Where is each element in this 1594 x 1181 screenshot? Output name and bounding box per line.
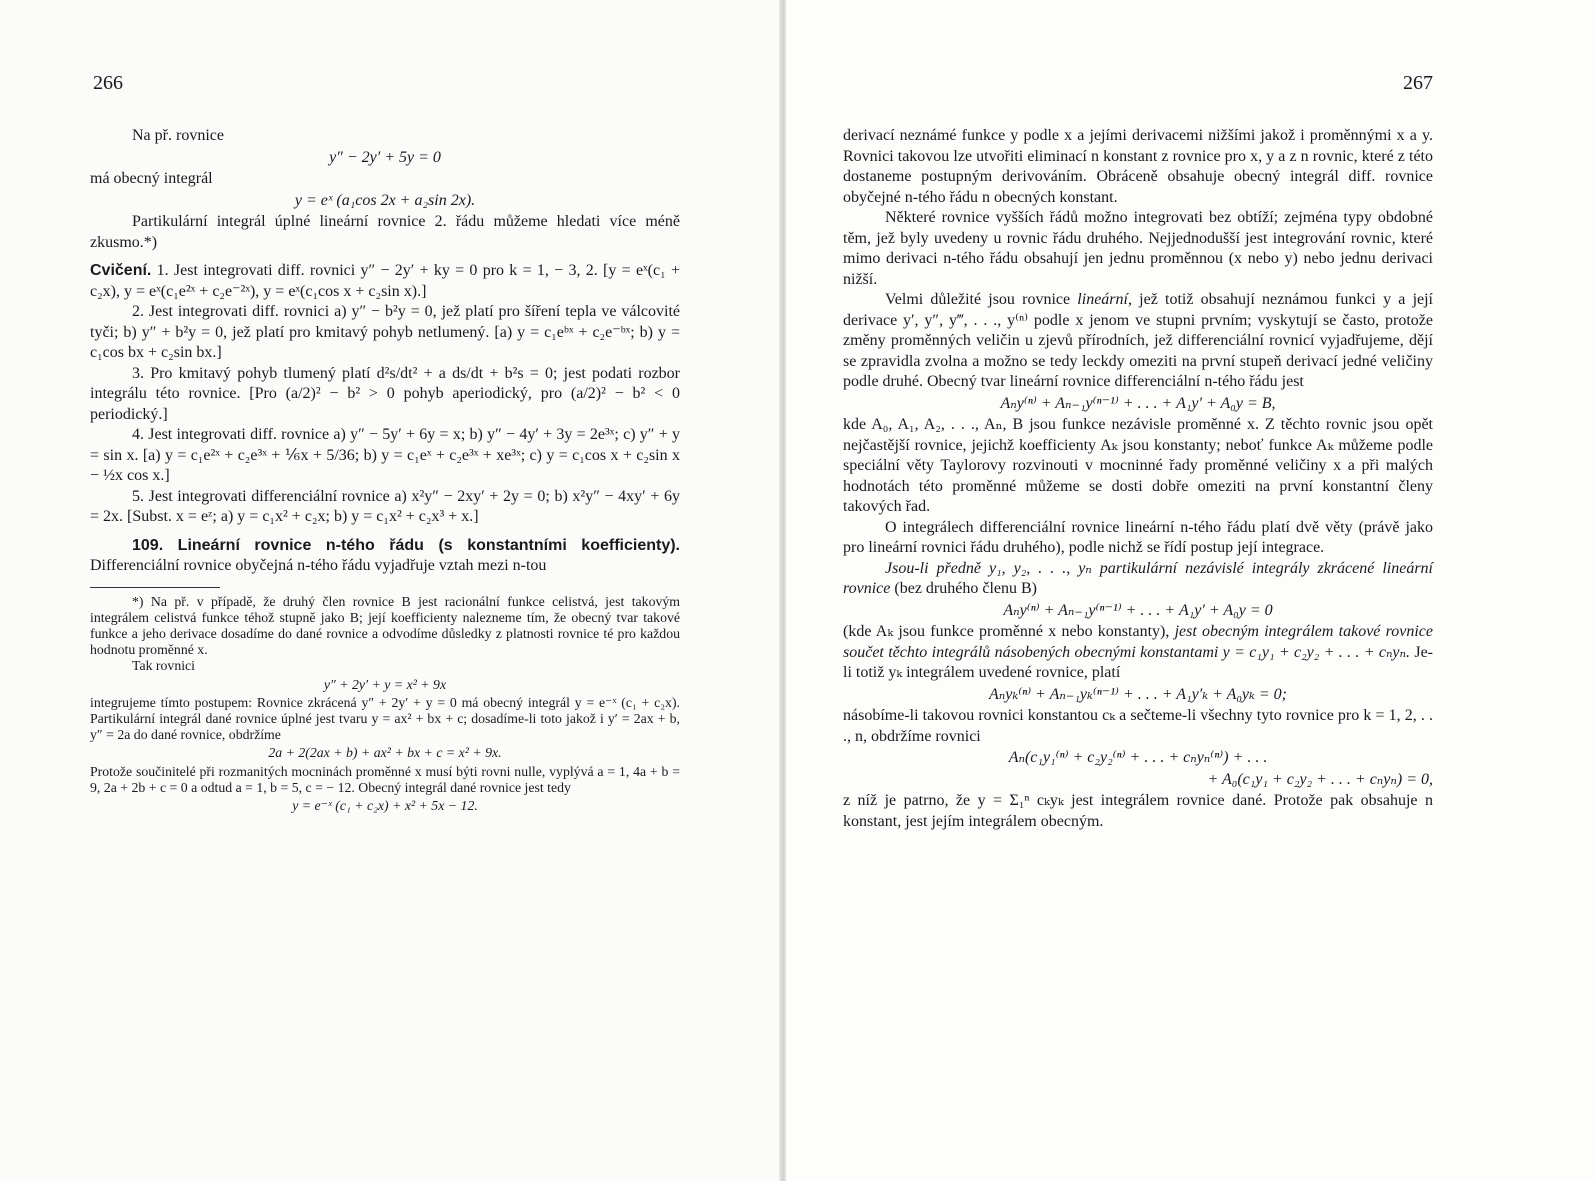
paragraph-4: kde A₀, A₁, A₂, . . ., Aₙ, B jsou funkce nezávisle proměnné x. Z těchto rovnic jsou opět nejčastější rovnice, jejichž koefficienty Aₖ jsou konstanty; neboť funkce Aₖ můžeme podle speciální věty Taylorovy rozvinouti v mocninné řady proměnné veličiny x a při malých hodnotách této proměnné můžeme se dosti dobře omeziti na první konstantní členy takových řad. (843, 416, 1433, 515)
paragraph-7-rest: Je-li totiž yₖ integrálem uvedené rovnice, platí (843, 643, 1433, 681)
footnote-text-4: Protože součinitelé při rozmanitých mocninách proměnné x musí býti rovni nulle, vyplývá a = 1, 4a + b = 9, 2a + 2b + c = 0 a odtud a = 1, b = 5, c = − 12. Obecný integrál dané rovnice jest tedy (90, 763, 680, 795)
paragraph-6-rest: (bez druhého členu B) (890, 580, 1037, 597)
footnote-text-1: *) Na př. v případě, že druhý člen rovnice B jest racionální funkce celistvá, jest takovým integrálem celistvá funkce téhož stupně jako B; její koefficienty nalezneme tím, že obecný tvar takové funkce a jeho derivace dosadíme do dané rovnice a odvodíme důsledky z platnosti rovnice té pro každou hodnotu proměnné x. (90, 593, 680, 658)
equation-1: y″ − 2y′ + 5y = 0 (329, 148, 441, 166)
paragraph-3 (843, 290, 1433, 393)
intro-text-1: Na př. rovnice (132, 127, 224, 144)
section-heading: 109. Lineární rovnice n-tého řádu (s konstantními koefficienty). (132, 536, 680, 554)
exercise-3: 3. Pro kmitavý pohyb tlumený platí d²s/dt² + a ds/dt + b²s = 0; jest podati rozbor integrálu této rovnice. [Pro (a/2)² − b² > 0 pohyb aperiodický, pro (a/2)² − b² < 0 periodický.] (90, 364, 680, 423)
paragraph-5: O integrálech differenciální rovnice lineární n-tého řádu platí dvě věty (právě jako pro lineární rovnici řádu druhého), podle nichž se řídí postup její integrace. (843, 518, 1433, 556)
paragraph-9: z níž je patrno, že y = Σ₁ⁿ cₖyₖ jest integrálem rovnice dané. Protože pak obsahuje n konstant, jest jejím integrálem obecným. (843, 792, 1433, 830)
paragraph-3-emphasis: lineární (1077, 291, 1128, 308)
equation-sum-1: Aₙ(c₁y₁⁽ⁿ⁾ + c₂y₂⁽ⁿ⁾ + . . . + cₙyₙ⁽ⁿ⁾) + . . . (1008, 749, 1268, 766)
footnote-equation-3: y = e⁻ˣ (c₁ + c₂x) + x² + 5x − 12. (292, 797, 478, 813)
exercise-1-text: 1. Jest integrovati diff. rovnici y″ − 2y′ + ky = 0 pro k = 1, − 3, 2. [y = eˣ(c₁ + c₂x), y = eˣ(c₁e²ˣ + c₂e⁻²ˣ), y = eˣ(c₁cos x + c₂sin x).] (90, 262, 680, 300)
equation-k: Aₙyₖ⁽ⁿ⁾ + Aₙ₋₁yₖ⁽ⁿ⁻¹⁾ + . . . + A₁y′ₖ + A₀yₖ = 0; (989, 685, 1287, 703)
right-text-column (843, 126, 1433, 832)
exercise-5: 5. Jest integrovati differenciální rovnice a) x²y″ − 2xy′ + 2y = 0; b) x²y″ − 4xy′ + 6y = 2x. [Subst. x = eᶻ; a) y = c₁x² + c₂x; b) y = c₁x² + c₂x³ + x.] (90, 487, 680, 525)
paragraph-7-emphasis: jest obecným integrálem takové rovnice součet těchto integrálů násobených obecnými konstantami y = c₁y₁ + c₂y₂ + . . . + cₙyₙ. (843, 623, 1434, 661)
equation-reduced: Aₙy⁽ⁿ⁾ + Aₙ₋₁y⁽ⁿ⁻¹⁾ + . . . + A₁y′ + A₀y = 0 (1003, 601, 1273, 619)
paragraph-2: Některé rovnice vyšších řádů možno integrovati bez obtíží; zejména typy obdobné těm, jež byly uvedeny u rovnic řádu druhého. Nejjednodušší jest integrování rovnic, které mimo derivaci n-tého řádu obsahují jen jednu proměnnou (x nebo y) nebo jednu derivaci nižší. (843, 209, 1433, 288)
footnote-divider (90, 587, 220, 588)
page-number-left: 266 (93, 72, 123, 94)
paragraph-7-start: (kde Aₖ jsou funkce proměnné x nebo konstanty), (843, 623, 1175, 640)
section-109 (90, 536, 680, 577)
paragraph-6 (843, 559, 1433, 600)
intro-text-2: má obecný integrál (90, 170, 213, 187)
section-text: Differenciální rovnice obyčejná n-tého řádu vyjadřuje vztah mezi n-tou (90, 557, 547, 574)
equation-sum-2: + A₀(c₁y₁ + c₂y₂ + . . . + cₙyₙ) = 0, (1207, 770, 1433, 788)
paragraph-6-emphasis: Jsou-li předně y₁, y₂, . . ., yₙ partikulární nezávislé integrály zkrácené lineární rovnice (843, 559, 1433, 597)
equation-2: y = eˣ (a₁cos 2x + a₂sin 2x). (294, 191, 476, 209)
footnote (90, 594, 680, 815)
paragraph-partikularni: Partikulární integrál úplné lineární rovnice 2. řádu můžeme hledati více méně zkusmo.*) (90, 213, 680, 251)
right-page (786, 0, 1594, 1181)
exercise-4: 4. Jest integrovati diff. rovnice a) y″ − 5y′ + 6y = x; b) y″ − 4y′ + 3y = 2e³ˣ; c) y″ + y = sin x. [a) y = c₁e²ˣ + c₂e³ˣ + ⅙x + 5/36; b) y = c₁eˣ + c₂e³ˣ + xe³ˣ; c) y = c₁cos x + c₂sin x − ½x cos x.] (90, 426, 680, 484)
left-text-column (90, 126, 680, 816)
exercise-1 (90, 261, 680, 302)
exercises-label: Cvičení. (90, 262, 152, 279)
paragraph-7 (843, 622, 1433, 684)
footnote-equation-2: 2a + 2(2ax + b) + ax² + bx + c = x² + 9x. (268, 745, 502, 761)
page-number-right: 267 (1403, 72, 1433, 94)
footnote-equation-1: y″ + 2y′ + y = x² + 9x (323, 676, 447, 692)
footnote-text-2: Tak rovnici (132, 658, 196, 674)
equation-general: Aₙy⁽ⁿ⁾ + Aₙ₋₁y⁽ⁿ⁻¹⁾ + . . . + A₁y′ + A₀y = B, (1000, 394, 1276, 412)
exercise-2: 2. Jest integrovati diff. rovnici a) y″ − b²y = 0, jež platí pro šíření tepla ve válcovité tyči; b) y″ + b²y = 0, jež platí pro kmitavý pohyb netlumený. [a) y = c₁eᵇˣ + c₂e⁻ᵇˣ; b) y = c₁cos bx + c₂sin bx.] (90, 303, 680, 361)
left-page (0, 0, 780, 1181)
paragraph-1: derivací neznámé funkce y podle x a jejími derivacemi nižšími jakož i proměnnými x a y. Rovnici takovou lze utvořiti eliminací n konstant z rovnice pro x, y a z n rovnic, které z této dostaneme postupným derivováním. Obráceně obsahuje obecný integrál diff. rovnice obyčejné n-tého řádu n obecných konstant. (843, 127, 1433, 206)
paragraph-3-rest: , jež totiž obsahují neznámou funkci y a její derivace y′, y″, y‴, . . ., y⁽ⁿ⁾ podle x jenom ve stupni prvním; vyskytují se často, protože změny proměnných veličin u zjevů přírodních, jež differenciální rovnicí vyjadřujeme, dějí se zpravidla zvolna a možno se tedy leckdy omeziti na první stupeň derivací jedné veličiny podle druhé. Obecný tvar lineární rovnice differenciální n-tého řádu jest (843, 291, 1433, 390)
footnote-text-3: integrujeme tímto postupem: Rovnice zkrácená y″ + 2y′ + y = 0 má obecný integrál y = e⁻ˣ (c₁ + c₂x). Partikulární integrál dané rovnice úplné jest tvaru y = ax² + bx + c; dosadíme-li toto jakož i y′ = 2ax + b, y″ = 2a do dané rovnice, obdržíme (90, 694, 680, 743)
paragraph-8: násobíme-li takovou rovnici konstantou cₖ a sečteme-li všechny tyto rovnice pro k = 1, 2, . . ., n, obdržíme rovnici (843, 707, 1433, 745)
paragraph-3-start: Velmi důležité jsou rovnice (885, 291, 1078, 308)
